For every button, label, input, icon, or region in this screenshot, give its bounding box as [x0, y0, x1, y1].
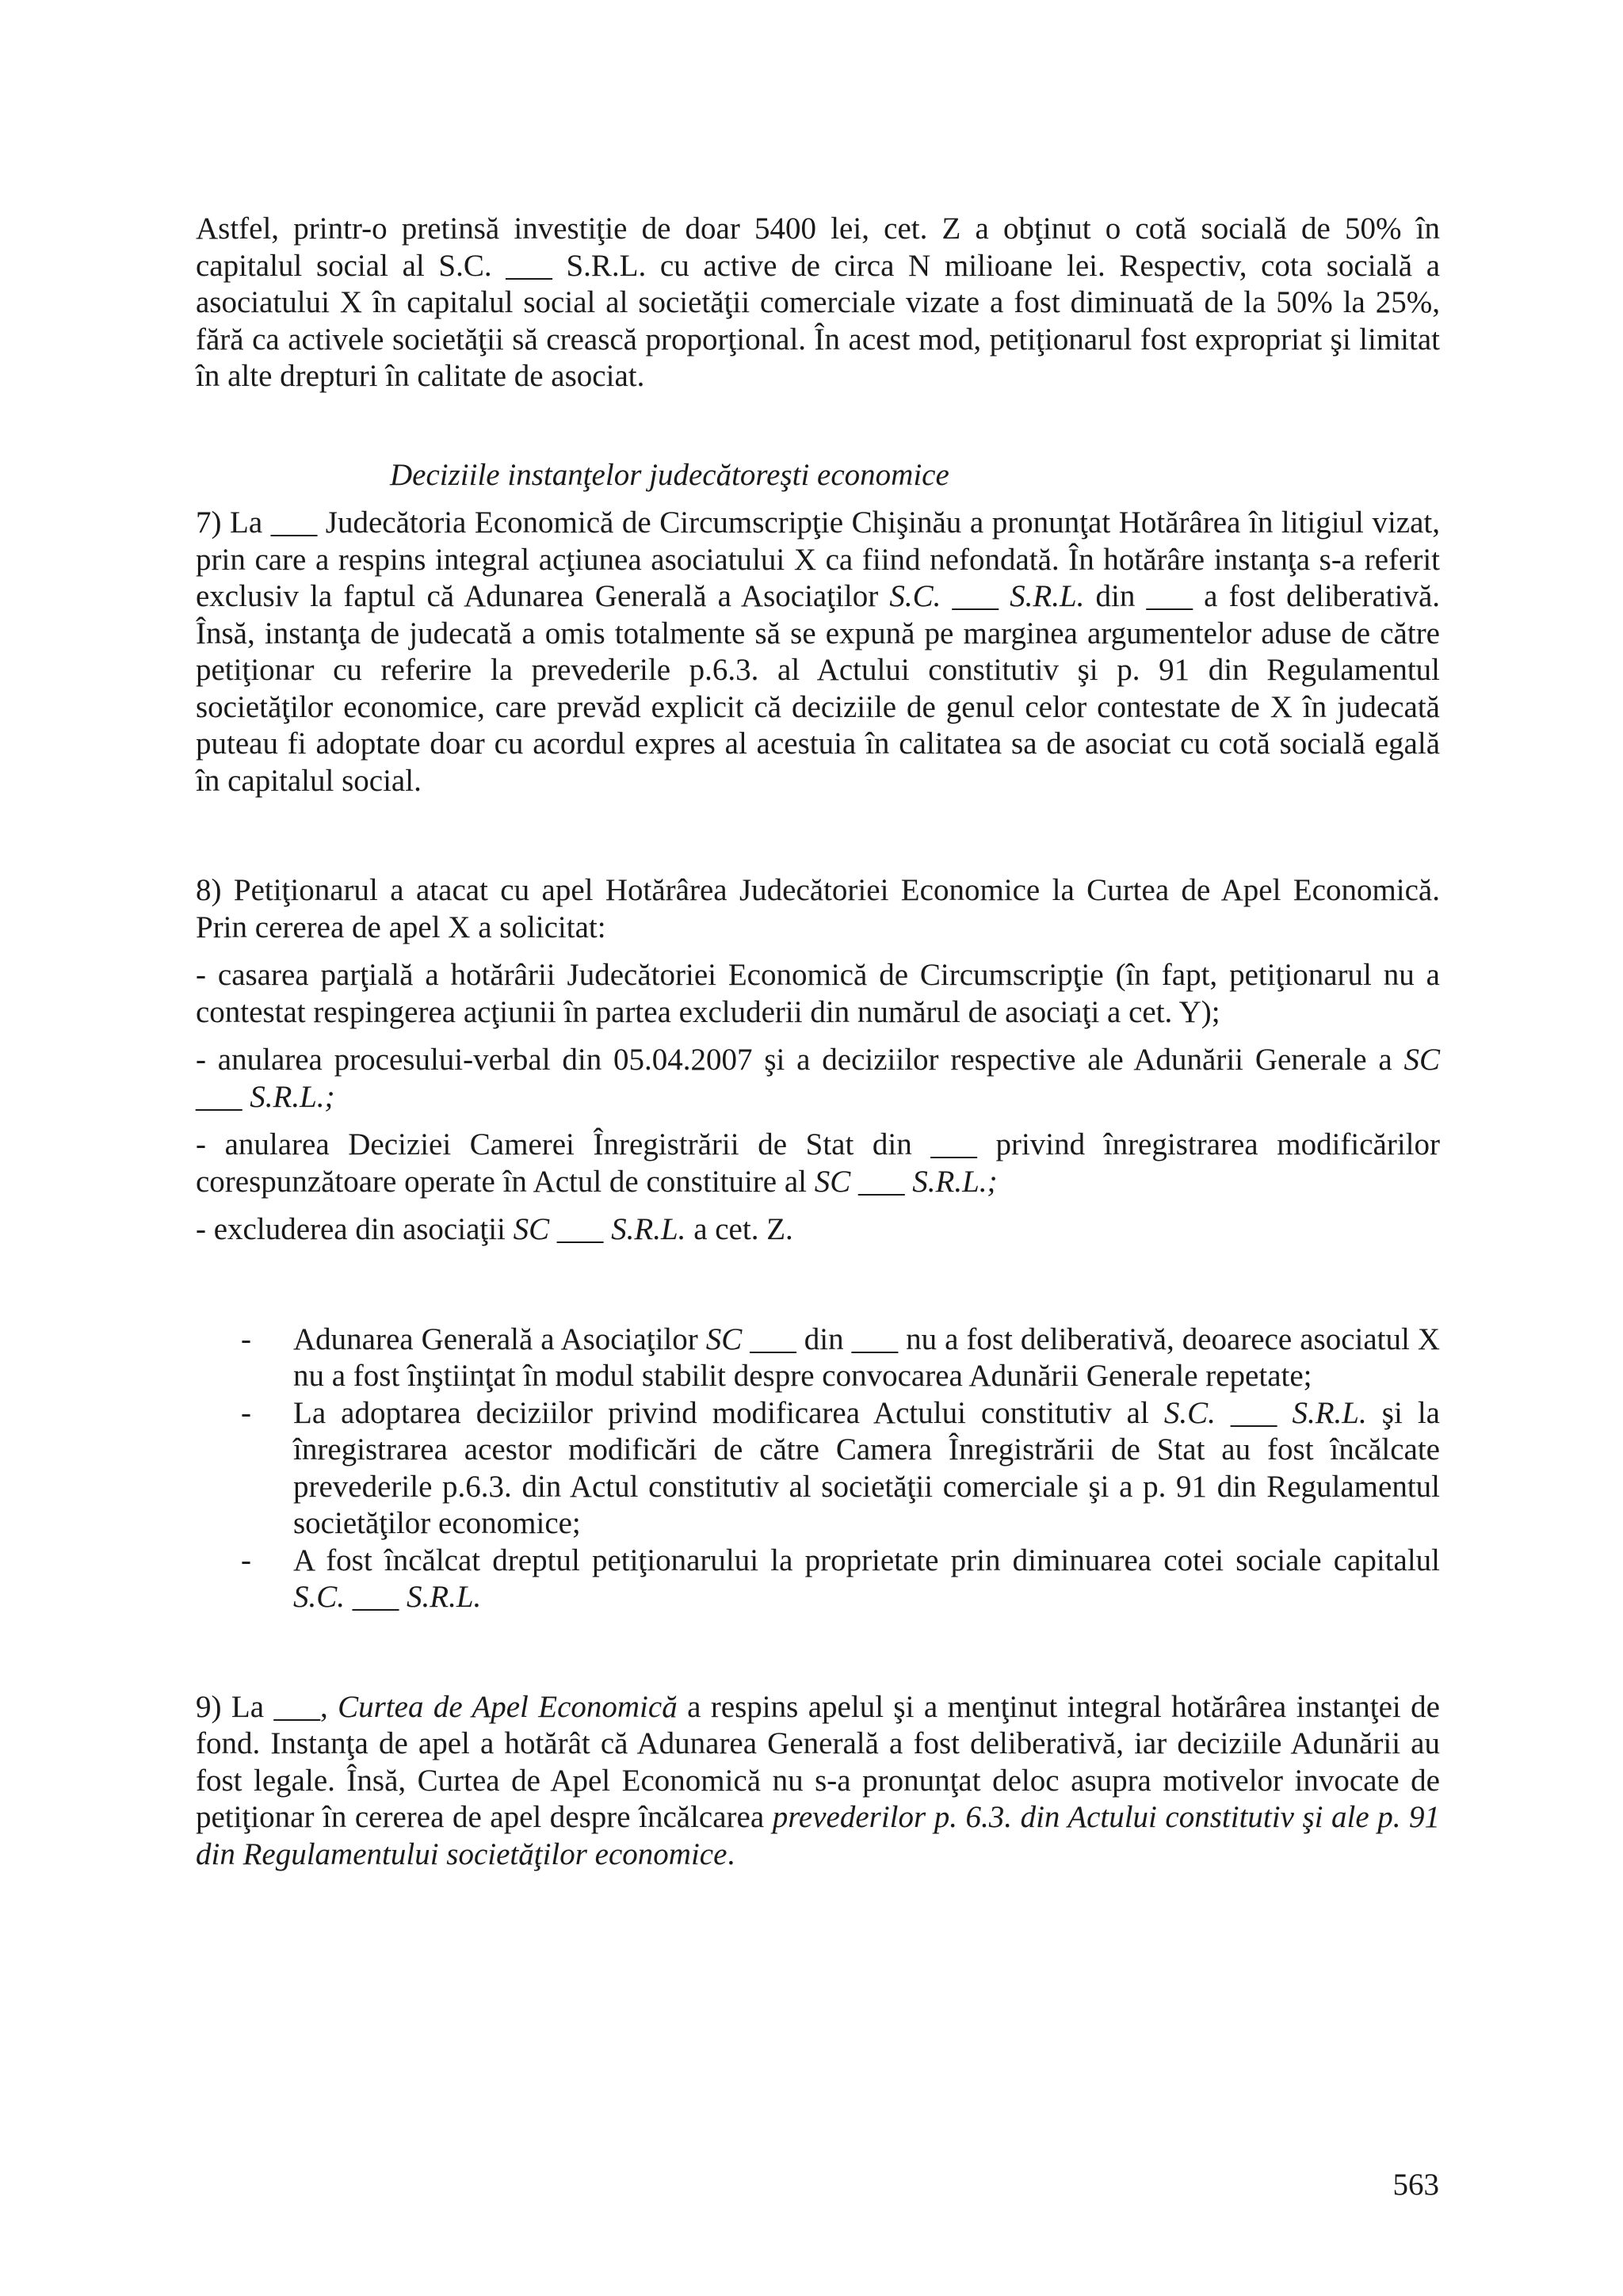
paragraph-8 [196, 872, 1440, 946]
p7-italic-company: S.C. ___ S.R.L. [889, 579, 1085, 613]
motives-list [196, 1322, 1440, 1616]
motive-2-italic: S.C. ___ S.R.L. [1163, 1395, 1367, 1430]
p7-text-b: din ___ a fost deliberativă. Însă, instanţa de judecată a omis totalmente să se expună pe marginea argumentelor aduse de către petiţionar cu referire la prevederile p.6.3. al Actului constitutiv şi p. 91 din Regulamentul societăţilor economice, care prevăd explicit că deciziile de genul celor contestate de X în judecată puteau fi adoptate doar cu acordul expres al acestuia în calitatea sa de asociat cu cotă socială egală în capitalul social. [196, 579, 1441, 798]
p9-text-c: . [727, 1836, 735, 1871]
paragraph-9 [196, 1689, 1440, 1874]
page-number: 563 [1392, 2168, 1439, 2202]
request-4 [196, 1211, 1440, 1249]
request-4-italic: SC ___ S.R.L. [513, 1212, 686, 1246]
request-3 [196, 1127, 1440, 1200]
intro-text: Astfel, printr-o pretinsă investiţie de doar 5400 lei, cet. Z a obţinut o cotă socială de 50% în capitalul social al S.C. ___ S.R.L. cu active de circa N milioane lei. Respectiv, cota socială a asociatului X în capitalul social al societăţii comerciale vizate a fost diminuată de la 50% la 25%, fără ca activele societăţii să crească proporţional. În acest mod, petiţionarul fost expropriat şi limitat în alte drepturi în calitate de asociat. [196, 212, 1440, 393]
motive-item-3 [196, 1543, 1440, 1616]
p9-italic-provisions: prevederilor p. 6.3. din Actului constitutiv şi ale p. 91 din Regulamentului societăţilor economice [196, 1800, 1440, 1871]
motive-3-italic: S.C. ___ S.R.L. [293, 1580, 482, 1614]
request-3-text: - anularea Deciziei Camerei Înregistrării de Stat din ___ privind înregistrarea modificărilor corespunzătoare operate în Actul de constituire al [196, 1127, 1440, 1199]
motive-3-text-a: A fost încălcat dreptul petiţionarului la proprietate prin diminuarea cotei sociale capitalul [293, 1543, 1440, 1577]
page-body [196, 211, 1440, 1873]
p9-italic-court: Curtea de Apel Economică [338, 1689, 678, 1724]
motive-1-text-b: ___ din ___ nu a fost deliberativă, deoarece asociatul X nu a fost înştiinţat în modul stabilit despre convocarea Adunării Generale repetate; [293, 1322, 1441, 1393]
request-4-text-b: a cet. Z. [685, 1212, 793, 1246]
motive-item-2 [196, 1395, 1440, 1543]
request-4-text-a: - excluderea din asociaţii [196, 1212, 514, 1246]
request-2-text: - anularea procesului-verbal din 05.04.2007 şi a deciziilor respective ale Adunării Generale a [196, 1043, 1404, 1077]
p9-text-b: a respins apelul şi a menţinut integral hotărârea instanţei de fond. Instanţa de apel a hotărât că Adunarea Generală a fost deliberativă, iar deciziile Adunării au fost legale. Însă, Curtea de Apel Economică nu s-a pronunţat deloc asupra motivelor invocate de petiţionar în cererea de apel despre încălcarea [196, 1689, 1440, 1834]
request-2 [196, 1042, 1440, 1116]
paragraph-7 [196, 505, 1440, 799]
request-1 [196, 957, 1440, 1031]
motive-item-1 [196, 1322, 1440, 1395]
motive-2-text-a: La adoptarea deciziilor privind modificarea Actului constitutiv al [293, 1395, 1164, 1430]
request-2-italic: SC ___ S.R.L.; [196, 1043, 1440, 1114]
motive-2-text-b: şi la înregistrarea acestor modificări de către Camera Înregistrării de Stat au fost încălcate prevederile p.6.3. din Actul constitutiv al societăţii comerciale şi a p. 91 din Regulamentul societăţilor economice; [293, 1395, 1440, 1540]
motive-1-italic: SC [705, 1322, 743, 1356]
p8-text: 8) Petiţionarul a atacat cu apel Hotărârea Judecătoriei Economice la Curtea de Apel Economică. Prin cererea de apel X a solicitat: [196, 873, 1440, 944]
motive-1-text-a: Adunarea Generală a Asociaţilor [293, 1322, 706, 1356]
request-1-text: - casarea parţială a hotărârii Judecătoriei Economică de Circumscripţie (în fapt, petiţionarul nu a contestat respingerea acţiunii în partea excluderii din numărul de asociaţi a cet. Y); [196, 958, 1440, 1029]
intro-paragraph [196, 211, 1440, 395]
section-heading: Deciziile instanţelor judecătoreşti economice [390, 457, 949, 492]
p7-text-a: 7) La ___ Judecătoria Economică de Circumscripţie Chişinău a pronunţat Hotărârea în litigiul vizat, prin care a respins integral acţiunea asociatului X ca fiind nefondată. În hotărâre instanţa s-a referit exclusiv la faptul că Adunarea Generală a Asociaţilor [196, 505, 1440, 613]
p9-text-a: 9) La ___, [196, 1689, 338, 1724]
request-3-italic: SC ___ S.R.L.; [814, 1164, 998, 1199]
